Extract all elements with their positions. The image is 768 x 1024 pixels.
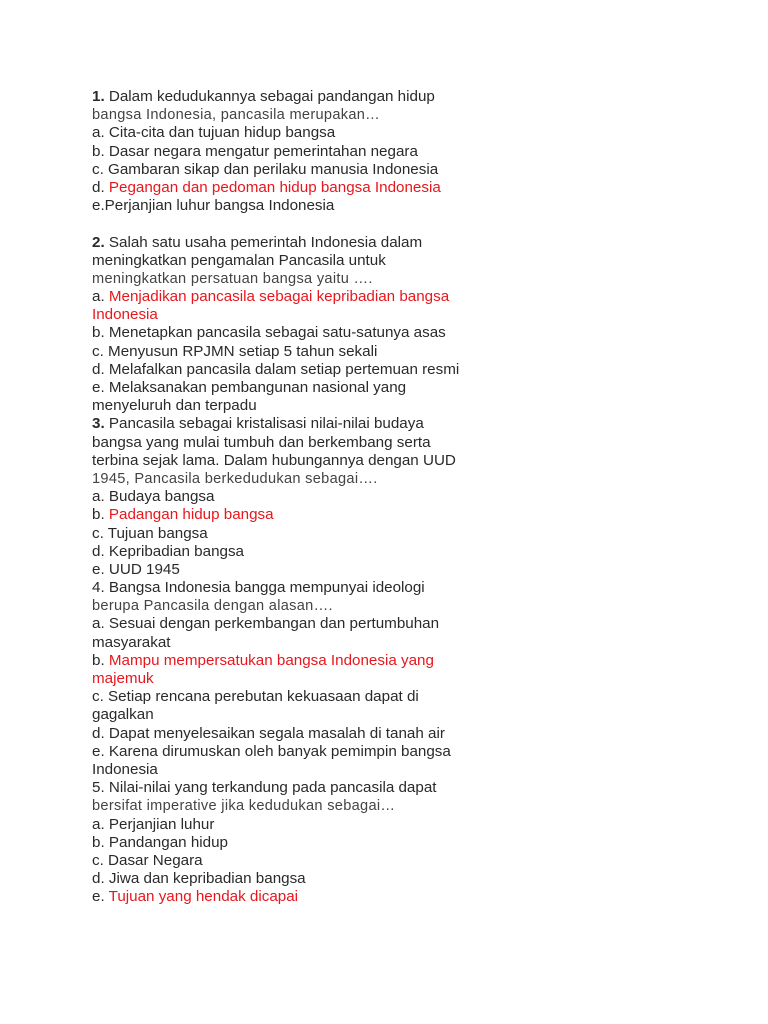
option-b-correct: b. Padangan hidup bangsa: [92, 506, 274, 524]
question-stem: bangsa Indonesia, pancasila merupakan…: [92, 107, 381, 124]
option-a: a. Cita-cita dan tujuan hidup bangsa: [92, 124, 336, 142]
option-c: c. Dasar Negara: [92, 851, 203, 869]
question-stem: meningkatkan pengamalan Pancasila untuk: [92, 251, 386, 269]
option-a: a. Sesuai dengan perkembangan dan pertumbuhan: [92, 615, 440, 633]
option-c: c. Setiap rencana perebutan kekuasaan dapat di: [92, 688, 419, 706]
question-5: [92, 779, 752, 906]
question-2: [92, 234, 752, 416]
question-stem: 1945, Pancasila berkedudukan sebagai….: [92, 470, 378, 487]
option-d-correct: d. Pegangan dan pedoman hidup bangsa Indonesia: [92, 178, 441, 196]
option-a: a. Budaya bangsa: [92, 488, 215, 506]
option-b: b. Pandangan hidup: [92, 833, 228, 851]
question-3: [92, 415, 752, 579]
option-d: d. Kepribadian bangsa: [92, 542, 244, 560]
correct-answer: Menjadikan pancasila sebagai kepribadian bangsa: [104, 288, 450, 306]
correct-answer-cont: Indonesia: [92, 306, 158, 324]
question-number: 4.: [92, 579, 105, 597]
question-stem: 5. Nilai-nilai yang terkandung pada pancasila dapat: [92, 779, 437, 797]
option-c-cont: gagalkan: [92, 706, 154, 724]
question-number: 5.: [92, 779, 105, 797]
question-stem: meningkatkan persatuan bangsa yaitu ….: [92, 270, 373, 287]
option-d: d. Dapat menyelesaikan segala masalah di tanah air: [92, 724, 445, 742]
option-d: d. Melafalkan pancasila dalam setiap pertemuan resmi: [92, 360, 460, 378]
option-a-correct: a. Menjadikan pancasila sebagai kepribadian bangsa: [92, 288, 450, 306]
document-page: [92, 88, 752, 906]
question-1: [92, 88, 752, 215]
option-e: e.Perjanjian luhur bangsa Indonesia: [92, 197, 335, 215]
question-stem: 3. Pancasila sebagai kristalisasi nilai-nilai budaya: [92, 415, 424, 433]
option-e-cont: Indonesia: [92, 760, 158, 778]
question-stem: 2. Salah satu usaha pemerintah Indonesia dalam: [92, 233, 423, 251]
option-d: d. Jiwa dan kepribadian bangsa: [92, 870, 306, 888]
option-e: e. UUD 1945: [92, 560, 180, 578]
correct-answer: Padangan hidup bangsa: [104, 506, 274, 524]
option-e: e. Karena dirumuskan oleh banyak pemimpin bangsa: [92, 742, 451, 760]
spacer: [92, 215, 752, 233]
question-stem: 4. Bangsa Indonesia bangga mempunyai ideologi: [92, 579, 425, 597]
option-b-correct: b. Mampu mempersatukan bangsa Indonesia yang: [92, 651, 434, 669]
correct-answer: Mampu mempersatukan bangsa Indonesia yang: [104, 651, 434, 669]
question-stem: bangsa yang mulai tumbuh dan berkembang serta: [92, 433, 431, 451]
question-stem: 1. Dalam kedudukannya sebagai pandangan hidup: [92, 88, 435, 105]
option-c: c. Tujuan bangsa: [92, 524, 208, 542]
option-e-cont: menyeluruh dan terpadu: [92, 397, 257, 415]
option-b: b. Dasar negara mengatur pemerintahan negara: [92, 142, 418, 160]
question-4: [92, 579, 752, 779]
option-c: c. Gambaran sikap dan perilaku manusia Indonesia: [92, 160, 439, 178]
question-stem: terbina sejak lama. Dalam hubungannya dengan UUD: [92, 451, 456, 469]
option-e-correct: e. Tujuan yang hendak dicapai: [92, 888, 299, 906]
question-number: 1.: [92, 88, 105, 105]
option-b: b. Menetapkan pancasila sebagai satu-satunya asas: [92, 324, 446, 342]
question-stem: bersifat imperative jika kedudukan sebagai…: [92, 798, 396, 815]
correct-answer-cont: majemuk: [92, 670, 154, 687]
option-c: c. Menyusun RPJMN setiap 5 tahun sekali: [92, 342, 378, 360]
option-a-cont: masyarakat: [92, 633, 171, 651]
question-number: 2.: [92, 233, 105, 251]
option-a: a. Perjanjian luhur: [92, 815, 215, 833]
question-number: 3.: [92, 415, 105, 433]
correct-answer: Pegangan dan pedoman hidup bangsa Indonesia: [104, 178, 441, 196]
question-stem: berupa Pancasila dengan alasan….: [92, 598, 333, 615]
option-e: e. Melaksanakan pembangunan nasional yang: [92, 379, 407, 396]
correct-answer: Tujuan yang hendak dicapai: [104, 888, 299, 906]
